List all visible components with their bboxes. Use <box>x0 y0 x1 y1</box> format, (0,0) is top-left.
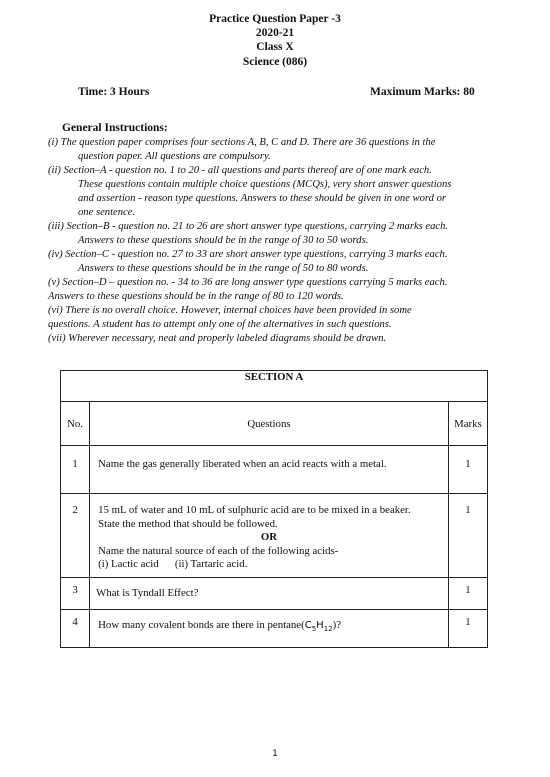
instruction-item: (iii) Section–B - question no. 21 to 26 are short answer type questions, carrying 2 marks each. Answers to these questions should be in the range of 30 to 50 words. <box>48 221 449 246</box>
time-allowed: Time: 3 Hours <box>78 86 150 98</box>
maximum-marks: Maximum Marks: 80 <box>370 86 475 98</box>
question-text: 15 mL of water and 10 mL of sulphuric acid are to be mixed in a beaker. State the method that should be followed. OR Name the natural source of each of the following acids- (i) Lactic acid (ii) Tartaric acid. <box>90 504 448 576</box>
question-text: Name the gas generally liberated when an acid reacts with a metal. <box>98 458 387 470</box>
paper-year: 2020-21 <box>255 27 295 39</box>
section-a-heading: SECTION A <box>61 371 488 402</box>
instruction-item: (v) Section–D – question no. - 34 to 36 are long answer type questions carrying 5 marks each. Answers to these questions should be in the range of 80 to 120 words. <box>48 277 448 302</box>
instruction-item: (iv) Section–C - question no. 27 to 33 are short answer type questions, carrying 3 marks each. Answers to these questions should be in the range of 50 to 80 words. <box>48 249 448 274</box>
question-marks: 1 <box>448 610 487 648</box>
column-header-marks: Marks <box>448 402 487 446</box>
page-number: 1 <box>272 749 278 759</box>
instruction-item: (vii) Wherever necessary, neat and properly labeled diagrams should be drawn. <box>48 333 387 344</box>
paper-class: Class X <box>256 41 294 53</box>
table-row <box>61 578 488 610</box>
question-marks: 1 <box>448 578 487 610</box>
instruction-item: (ii) Section–A - question no. 1 to 20 - all questions and parts thereof are of one mark each. These questions contain multiple choice questions (MCQs), very short answer questions and assertion - reason type questions. Answers to these should be given in one word or one sentence. <box>48 165 452 218</box>
question-number: 4 <box>61 610 90 648</box>
column-header-questions: Questions <box>90 402 449 446</box>
question-marks: 1 <box>448 494 487 578</box>
question-number: 1 <box>61 446 90 494</box>
question-number: 3 <box>61 578 90 610</box>
general-instructions-title: General Instructions: <box>62 122 168 134</box>
table-row <box>61 610 488 648</box>
question-text: How many covalent bonds are there in $pentane(C_5H_{12})$? <box>98 619 341 633</box>
or-separator: OR <box>260 531 278 543</box>
table-row <box>61 494 488 578</box>
question-number: 2 <box>61 494 90 578</box>
general-instructions <box>48 136 456 346</box>
pentane-formula: $C_5H_{12}$ <box>304 620 333 633</box>
question-marks: 1 <box>448 446 487 494</box>
instruction-item: (vi) There is no overall choice. However, internal choices have been provided in some questions. A student has to attempt only one of the alternatives in such questions. <box>48 305 412 330</box>
section-a-table <box>60 370 488 648</box>
column-header-no: No. <box>61 402 90 446</box>
paper-subject: Science (086) <box>242 56 308 68</box>
paper-title: Practice Question Paper -3 <box>209 13 341 25</box>
table-row <box>61 446 488 494</box>
question-text: What is Tyndall Effect? <box>96 587 199 599</box>
instruction-item: (i) The question paper comprises four sections A, B, C and D. There are 36 questions in the question paper. All questions are compulsory. <box>48 137 436 162</box>
